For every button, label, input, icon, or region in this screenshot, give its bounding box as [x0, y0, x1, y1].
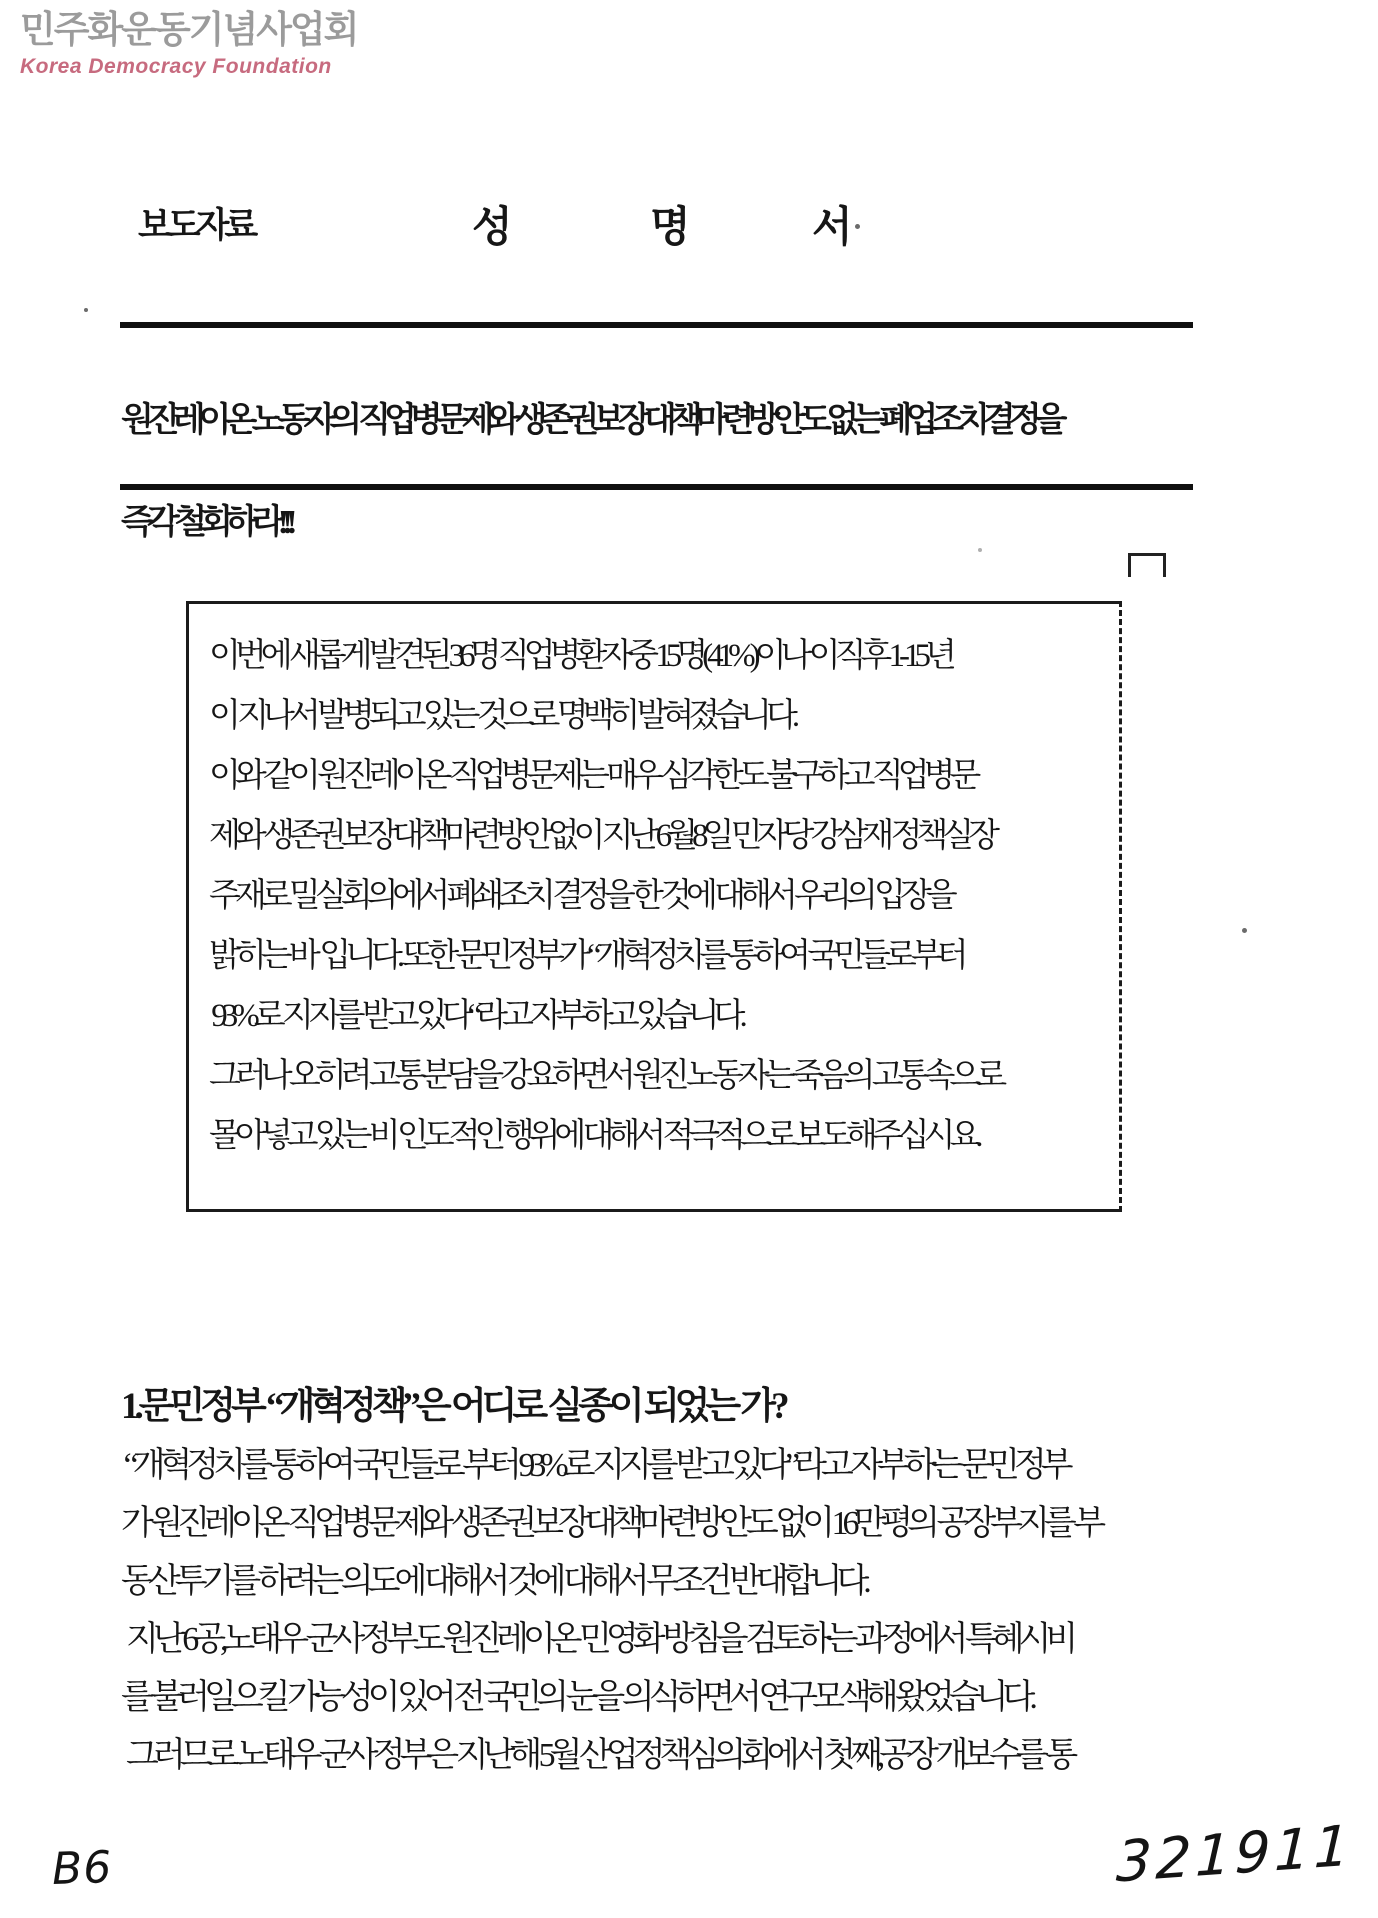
callout-line-3: 이와 같이 원진레이온 직업병문제는 매우 심각한도 불구하고 직업병문 [209, 758, 976, 794]
foundation-logo-english-wordmark: Korea Democracy Foundation [20, 55, 332, 78]
statement-title-char-1: 성 [472, 205, 513, 251]
headline-line-1: 원진레이온 노동자의 직업병문제와 생존권보장대책마련방안도 없는 폐업조치결정을 [121, 402, 1061, 439]
section-1-heading: 1.문민정부 “개혁정책”은 어디로 실종이 되었는 가? [121, 1386, 785, 1427]
body-line-3: 동산투기를 하려는 의도에 대해서 것에 대해서 무조건 반대합니다. [121, 1563, 866, 1600]
headline [121, 352, 1371, 592]
callout-line-9: 몰아넣고 있는 비 인도적인 행위에 대해서 적극적으로 보도해주십시요. [209, 1118, 978, 1154]
headline-top-rule [120, 322, 1193, 328]
headline-bottom-rule [120, 484, 1193, 490]
callout-line-7: 93%로 지지를 받고 있다“라고 자부하고 있습니다. [209, 998, 742, 1034]
doc-type-label: 보도자료 [138, 206, 254, 245]
handwritten-doc-number: 321911 [1115, 1813, 1355, 1896]
section-1 [121, 1377, 1376, 1785]
callout-box [186, 601, 1122, 1212]
headline-line-2: 즉각 철회하라!!! [121, 504, 291, 541]
foundation-logo [20, 8, 357, 79]
foundation-logo-korean-wordmark: 민주화운동기념사업회 [20, 8, 358, 51]
body-line-6: 그러므로 노태우 군사정부은 지난해 5월 산업정책심의회에서 첫째,공장 개보수를 통 [121, 1737, 1073, 1774]
scan-speck [855, 224, 860, 229]
body-line-1: “개혁정치를 통하여 국민들로 부터 93%로 지지를 받고 있다”라고 자부하는 문민정부 [121, 1447, 1068, 1484]
scan-speck [978, 548, 982, 552]
statement-title-char-2: 명 [650, 205, 691, 251]
callout-line-5: 주재로 밀실회의에서 폐쇄조치 결정을 한 것에 대해서 우리의 입장을 [209, 878, 952, 914]
corner-registration-mark [1128, 553, 1166, 577]
body-line-2: 가 원진레이온 직업병문제와 생존권보장대책마련방안도 없이 16만평의 공장부지를 부 [121, 1505, 1101, 1542]
body-line-5: 를 불러일으킬 가능성이 있어 전 국민의 눈을 의식하면서 연구모색해 왔었습니다. [121, 1679, 1032, 1716]
callout-line-6: 밝히는 바 입니다. 또한 문민정부가 “개혁정치를 통하여 국민들로부터 [209, 938, 963, 974]
statement-title-char-3: 서 [812, 205, 853, 251]
scan-speck [1242, 928, 1247, 933]
callout-line-1: 이번에 새롭게 발견된 36명 직업병환자중 15명(41%)이나 이직후 1-15년 [209, 638, 951, 674]
body-line-4: 지난 6공,노태우 군사정부도 원진레이온 민영화 방침을 검토하는 과정에서 특혜시비 [121, 1621, 1073, 1658]
callout-line-8: 그러나 오히려 고통분담을 강요하면서 원진 노동자는 죽음의 고통속으로 [209, 1058, 1002, 1094]
callout-line-2: 이 지나서 발병되고 있는 것으로 명백히 발혀졌습니다. [209, 698, 795, 734]
scan-speck [84, 308, 88, 312]
callout-line-4: 제와 생존권보장대책마련방안없이 지난 6월8일 민자당 강삼재 정책실장 [209, 818, 994, 854]
handwritten-page-mark: B6 [51, 1841, 114, 1896]
